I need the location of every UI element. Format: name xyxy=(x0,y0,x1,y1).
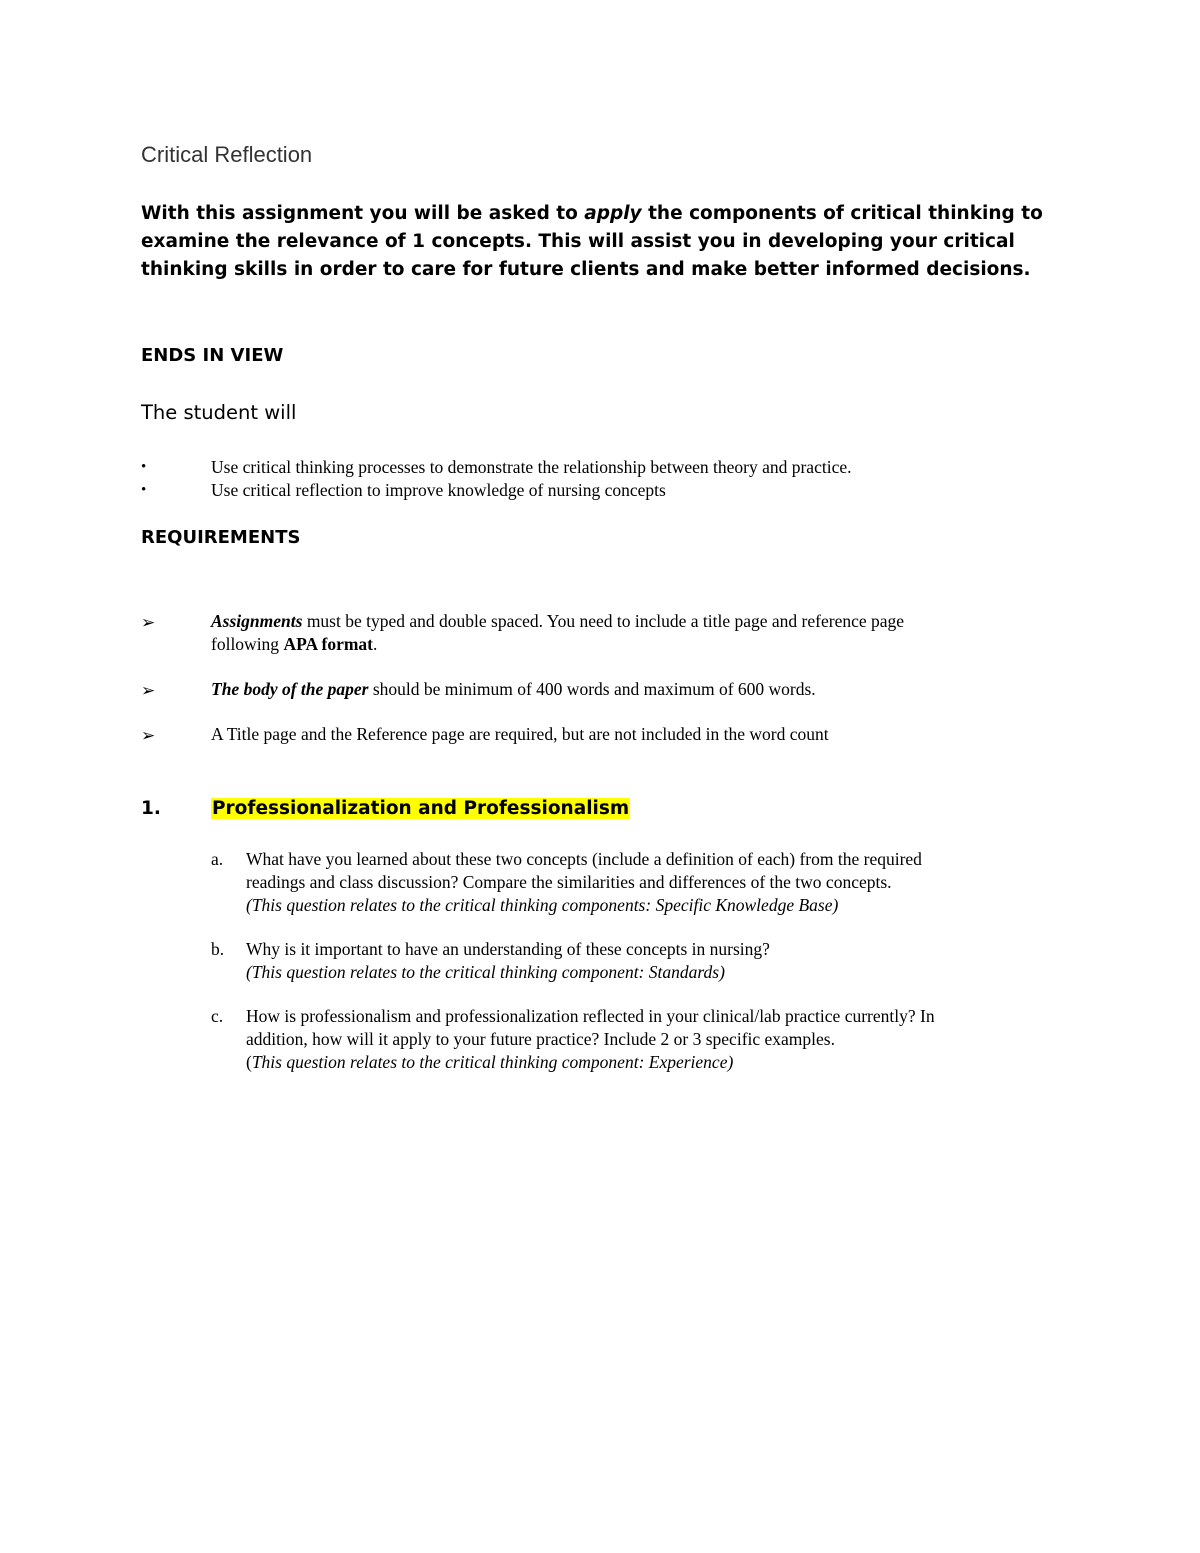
requirements-heading: REQUIREMENTS xyxy=(141,527,301,548)
section-title-highlighted: Professionalization and Professionalism xyxy=(212,798,630,819)
intro-part2: the components of critical thinking to examine the relevance of 1 concepts. This will assist you in developing your critical thinking skills in order to care for future clients and make better informed decisions. xyxy=(141,203,1043,280)
question-letter: b. xyxy=(211,939,225,959)
question-text: What have you learned about these two concepts (include a definition of each) from the required xyxy=(246,849,922,869)
intro-paragraph xyxy=(141,200,1071,284)
requirement-item-3: A Title page and the Reference page are required, but are not included in the word count xyxy=(211,724,829,744)
arrow-bullet-icon: ➢ xyxy=(141,681,156,700)
requirement-emphasis: Assignments xyxy=(211,611,303,631)
requirement-text: should be minimum of 400 words and maximum of 600 words. xyxy=(368,679,816,699)
question-note-text: This question relates to the critical thinking component: Experience) xyxy=(251,1052,734,1072)
requirement-text: must be typed and double spaced. You need to include a title page and reference page xyxy=(302,611,905,631)
question-note: (This question relates to the critical thinking components: Specific Knowledge Base) xyxy=(246,895,839,915)
requirement-item-1-line2 xyxy=(211,633,377,656)
intro-apply-emphasis: apply xyxy=(584,203,642,224)
ends-in-view-item: Use critical reflection to improve knowledge of nursing concepts xyxy=(211,480,666,500)
question-text: readings and class discussion? Compare the similarities and differences of the two concepts. xyxy=(246,872,892,892)
student-will-lead: The student will xyxy=(141,401,297,424)
bullet-icon: • xyxy=(141,482,147,498)
arrow-bullet-icon: ➢ xyxy=(141,726,156,745)
requirement-emphasis: The body of the paper xyxy=(211,679,369,699)
intro-part1: With this assignment you will be asked to xyxy=(141,203,585,224)
question-text: Why is it important to have an understanding of these concepts in nursing? xyxy=(246,939,770,959)
question-note: (This question relates to the critical thinking component: Standards) xyxy=(246,962,725,982)
question-letter: a. xyxy=(211,849,224,869)
arrow-bullet-icon: ➢ xyxy=(141,613,156,632)
requirement-text: following xyxy=(211,634,284,654)
requirement-text: . xyxy=(373,634,378,654)
question-note xyxy=(246,1051,733,1074)
question-note-paren: ( xyxy=(246,1052,252,1072)
requirement-item-2 xyxy=(211,678,816,701)
document-title: Critical Reflection xyxy=(141,142,313,167)
ends-in-view-item: Use critical thinking processes to demonstrate the relationship between theory and practice. xyxy=(211,457,852,477)
question-text: addition, how will it apply to your future practice? Include 2 or 3 specific examples. xyxy=(246,1029,835,1049)
question-text: How is professionalism and professionalization reflected in your clinical/lab practice currently? In xyxy=(246,1006,935,1026)
apa-format-emphasis: APA format xyxy=(283,634,374,654)
question-letter: c. xyxy=(211,1006,224,1026)
section-number: 1. xyxy=(141,798,161,819)
ends-in-view-heading: ENDS IN VIEW xyxy=(141,345,284,366)
bullet-icon: • xyxy=(141,459,147,475)
requirement-item-1 xyxy=(211,610,904,633)
